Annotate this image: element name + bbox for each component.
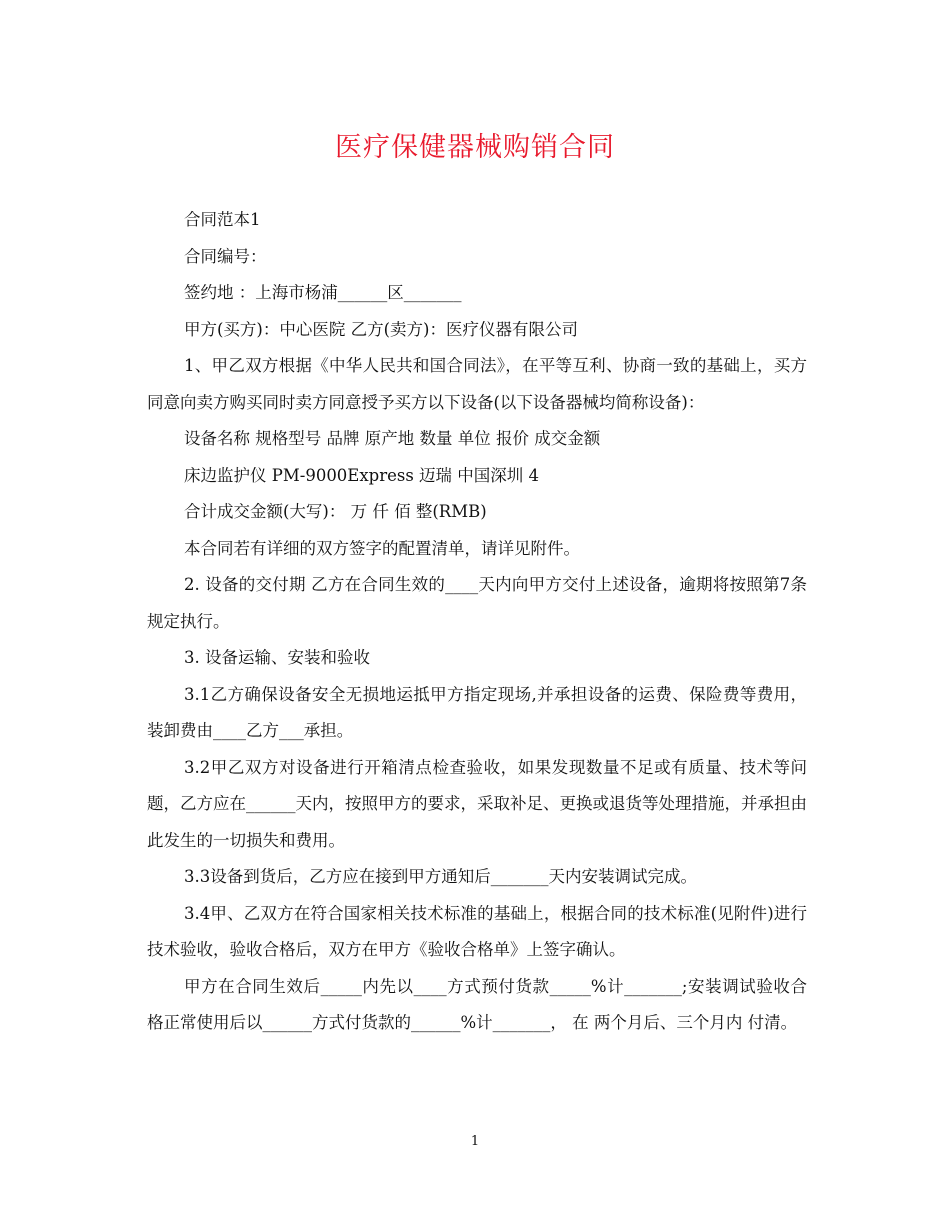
paragraph-equipment-row: 床边监护仪 PM-9000Express 迈瑞 中国深圳 4 [184,465,540,485]
paragraph-sample-label: 合同范本1 [184,210,261,229]
document-body [147,202,807,1042]
paragraph-contract-number: 合同编号： [184,246,267,266]
paragraph-clause-3-2: 3.2甲乙双方对设备进行开箱清点检查验收，如果发现数量不足或有质量、技术等问题，乙方应在______天内，按照甲方的要求，采取补足、更换或退货等处理措施，并承担由此发生的一切损失和费用。 [147,757,807,850]
page-number: 1 [470,1134,480,1149]
paragraph-signing-place: 签约地 ：上海市杨浦______区_______ [184,283,462,302]
paragraph-equipment-header: 设备名称 规格型号 品牌 原产地 数量 单位 报价 成交金额 [184,429,601,448]
paragraph-clause-2: 2. 设备的交付期 乙方在合同生效的____天内向甲方交付上述设备，逾期将按照第7条规定执行。 [147,575,807,631]
paragraph-clause-3-1: 3.1乙方确保设备安全无损地运抵甲方指定现场,并承担设备的运费、保险费等费用，装卸费由____乙方___承担。 [147,684,807,740]
document-title: 医疗保健器械购销合同 [335,132,615,163]
paragraph-clause-3-4: 3.4甲、乙双方在符合国家相关技术标准的基础上，根据合同的技术标准(见附件)进行技术验收，验收合格后，双方在甲方《验收合格单》上签字确认。 [147,903,807,959]
paragraph-parties: 甲方(买方)：中心医院 乙方(卖方)：医疗仪器有限公司 [184,319,578,339]
paragraph-clause-3: 3. 设备运输、安装和验收 [184,648,370,667]
paragraph-attachment-note: 本合同若有详细的双方签字的配置清单，请详见附件。 [184,538,580,558]
paragraph-clause-3-3: 3.3设备到货后，乙方应在接到甲方通知后_______天内安装调试完成。 [184,867,697,886]
paragraph-clause-1: 1、甲乙双方根据《中华人民共和国合同法》，在平等互利、协商一致的基础上，买方同意向卖方购买同时卖方同意授予买方以下设备(以下设备器械均简称设备)： [147,356,807,412]
paragraph-payment: 甲方在合同生效后_____内先以____方式预付货款_____%计_______;安装调试验收合格正常使用后以______方式付货款的______%计_______， 在 两个月后、三个月内 付清。 [147,976,807,1032]
paragraph-total-amount: 合计成交金额(大写)： 万 仟 佰 整(RMB) [184,502,487,521]
